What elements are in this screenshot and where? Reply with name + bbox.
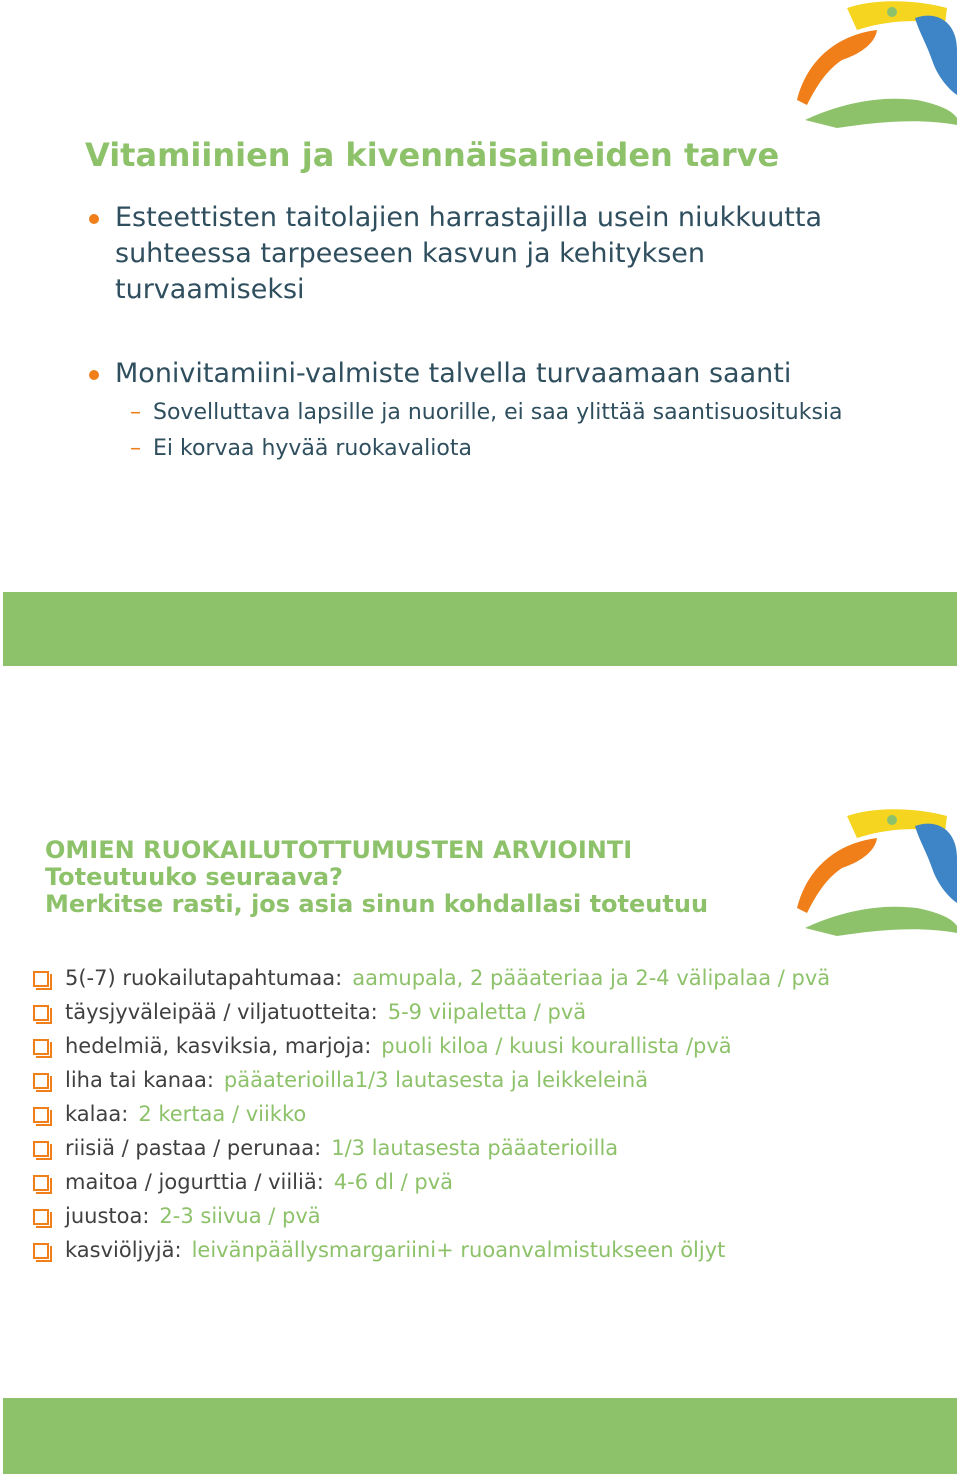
checkbox-icon[interactable] [33,1073,49,1089]
slide-1 [3,0,957,666]
bullet-item [93,200,893,308]
item-value: 5-9 viipaletta / pvä [387,1000,587,1024]
checklist-item [33,1100,830,1134]
item-label: juustoa: [65,1204,150,1228]
item-value: 1/3 lautasesta pääaterioilla [331,1136,619,1160]
sub-bullet-item [130,434,472,464]
checklist-item [33,1134,830,1168]
sub-bullet-text: Ei korvaa hyvää ruokavaliota [153,436,472,461]
slide-title: Vitamiinien ja kivennäisaineiden tarve [85,136,780,174]
item-label: hedelmiä, kasviksia, marjoja: [65,1034,372,1058]
item-label: kalaa: [65,1102,129,1126]
bullet-text: Monivitamiini-valmiste talvella turvaamaan saanti [115,358,792,389]
item-label: maitoa / jogurttia / viiliä: [65,1170,324,1194]
checklist-item [33,1032,830,1066]
item-value: aamupala, 2 pääateriaa ja 2-4 välipalaa / pvä [352,966,831,990]
bullet-item [93,356,893,392]
item-value: pääaterioilla1/3 lautasesta ja leikkeleinä [223,1068,649,1092]
checklist-item [33,1066,830,1100]
slide-2 [3,808,957,1474]
footer-band [3,1398,957,1474]
section-subheading: Toteutuuko seuraava? [45,863,343,891]
colorful-swirl-logo-icon [797,0,957,130]
checkbox-icon[interactable] [33,1107,49,1123]
item-value: puoli kiloa / kuusi kourallista /pvä [381,1034,732,1058]
checkbox-icon[interactable] [33,1005,49,1021]
section-instruction: Merkitse rasti, jos asia sinun kohdallasi toteutuu [45,890,709,918]
item-value: 4-6 dl / pvä [333,1170,454,1194]
colorful-swirl-logo-icon [797,808,957,938]
checkbox-icon[interactable] [33,1209,49,1225]
item-label: riisiä / pastaa / perunaa: [65,1136,322,1160]
checkbox-icon[interactable] [33,1175,49,1191]
item-label: liha tai kanaa: [65,1068,214,1092]
checkbox-icon[interactable] [33,1243,49,1259]
checklist-item [33,998,830,1032]
item-label: 5(-7) ruokailutapahtumaa: [65,966,343,990]
checklist-item [33,1168,830,1202]
sub-bullet-item [130,398,843,428]
item-value: 2 kertaa / viikko [138,1102,307,1126]
section-heading: OMIEN RUOKAILUTOTTUMUSTEN ARVIOINTI [45,836,633,864]
checkbox-icon[interactable] [33,1141,49,1157]
checklist-item [33,1236,830,1270]
item-label: täysjyväleipää / viljatuotteita: [65,1000,378,1024]
dash-icon: – [130,400,141,425]
footer-band [3,592,957,666]
checkbox-icon[interactable] [33,971,49,987]
checkbox-icon[interactable] [33,1039,49,1055]
checklist-item [33,1202,830,1236]
bullet-dot-icon [89,370,99,380]
checklist [33,964,830,1270]
bullet-text: Esteettisten taitolajien harrastajilla usein niukkuutta suhteessa tarpeeseen kasvun ja kehityksen turvaamiseksi [115,202,823,305]
bullet-dot-icon [89,214,99,224]
dash-icon: – [130,436,141,461]
item-value: leivänpäällysmargariini+ ruoanvalmistukseen öljyt [191,1238,726,1262]
sub-bullet-text: Sovelluttava lapsille ja nuorille, ei saa ylittää saantisuosituksia [153,400,843,425]
checklist-item [33,964,830,998]
item-label: kasviöljyjä: [65,1238,182,1262]
item-value: 2-3 siivua / pvä [159,1204,321,1228]
